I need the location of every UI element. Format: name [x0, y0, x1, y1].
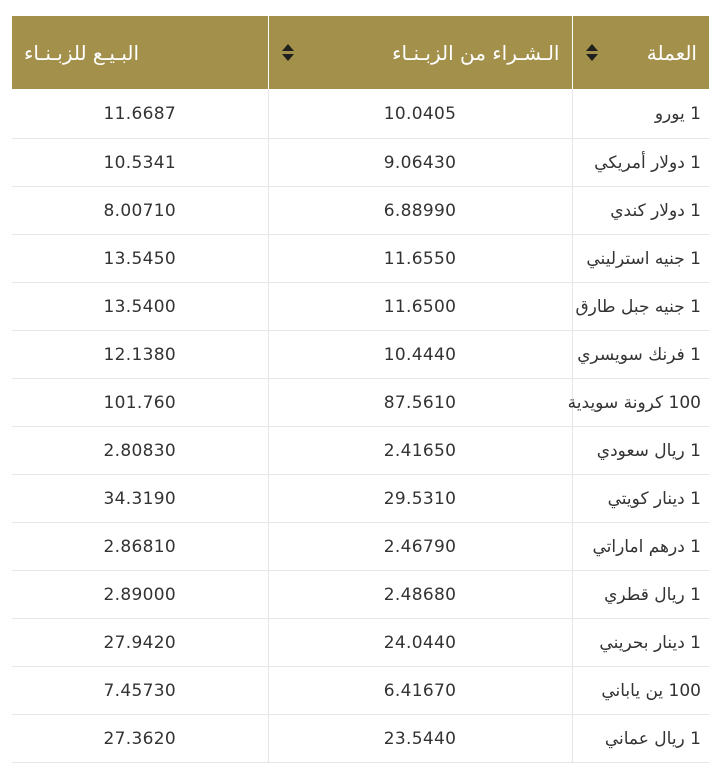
buy-rate-cell — [268, 427, 572, 475]
currency-cell: 1 يورو — [572, 89, 709, 139]
currency-cell: 100 كرونة سويدية — [572, 379, 709, 427]
currency-cell: 1 ريال قطري — [572, 571, 709, 619]
buy-rate-value: 9.06430 — [383, 152, 457, 173]
buy-rate-value: 2.41650 — [383, 440, 457, 461]
currency-cell: 1 دينار كويتي — [572, 475, 709, 523]
sell-rate-cell — [12, 427, 268, 475]
table-row — [12, 715, 709, 763]
sell-rate-value: 2.80830 — [103, 440, 176, 461]
buy-rate-value: 23.5440 — [383, 728, 457, 749]
sell-rate-value: 2.89000 — [103, 584, 176, 605]
buy-rate-value: 24.0440 — [383, 632, 457, 653]
sell-rate-value: 27.3620 — [103, 728, 176, 749]
buy-rate-value: 6.88990 — [383, 200, 457, 221]
sell-rate-value: 12.1380 — [103, 344, 176, 365]
buy-rate-value: 6.41670 — [383, 680, 457, 701]
currency-column-header[interactable] — [572, 16, 709, 89]
sell-rate-cell — [12, 139, 268, 187]
table-row — [12, 475, 709, 523]
table-row — [12, 235, 709, 283]
sell-rate-value: 10.5341 — [103, 152, 176, 173]
buy-rate-value: 10.0405 — [383, 103, 457, 124]
currency-cell: 1 فرنك سويسري — [572, 331, 709, 379]
buy-column-header[interactable] — [268, 16, 572, 89]
header-row — [12, 16, 709, 89]
sell-rate-cell — [12, 187, 268, 235]
currency-cell: 1 جنيه استرليني — [572, 235, 709, 283]
table-row — [12, 571, 709, 619]
sell-rate-cell — [12, 283, 268, 331]
sell-rate-value: 13.5450 — [103, 248, 176, 269]
sort-icon[interactable] — [585, 44, 599, 61]
table-row — [12, 619, 709, 667]
sell-rate-cell — [12, 235, 268, 283]
currency-cell: 1 ريال سعودي — [572, 427, 709, 475]
sell-rate-cell — [12, 89, 268, 139]
table-row — [12, 667, 709, 715]
sell-column-header[interactable] — [12, 16, 268, 89]
buy-rate-cell — [268, 89, 572, 139]
exchange-rates-table — [12, 16, 709, 763]
buy-rate-cell — [268, 475, 572, 523]
currency-cell: 1 درهم اماراتي — [572, 523, 709, 571]
table-row — [12, 139, 709, 187]
buy-rate-value: 11.6500 — [383, 296, 457, 317]
buy-rate-cell — [268, 283, 572, 331]
buy-rate-value: 11.6550 — [383, 248, 457, 269]
currency-cell: 100 ين ياباني — [572, 667, 709, 715]
buy-rate-cell — [268, 331, 572, 379]
currency-cell: 1 ريال عماني — [572, 715, 709, 763]
table-row — [12, 283, 709, 331]
sell-rate-value: 13.5400 — [103, 296, 176, 317]
sell-rate-value: 11.6687 — [103, 103, 176, 124]
table-row — [12, 187, 709, 235]
buy-header-label: الـشـراء من الزبـنـاء — [392, 40, 560, 65]
buy-rate-cell — [268, 235, 572, 283]
sell-rate-cell — [12, 379, 268, 427]
buy-rate-value: 2.46790 — [383, 536, 457, 557]
table-row — [12, 427, 709, 475]
currency-cell: 1 جنيه جبل طارق — [572, 283, 709, 331]
table-row — [12, 523, 709, 571]
sell-rate-value: 101.760 — [103, 392, 176, 413]
buy-rate-value: 10.4440 — [383, 344, 457, 365]
buy-rate-value: 29.5310 — [383, 488, 457, 509]
currency-cell: 1 دولار أمريكي — [572, 139, 709, 187]
sell-rate-cell — [12, 667, 268, 715]
sell-header-label: البـيـع للزبـنـاء — [24, 40, 140, 65]
buy-rate-cell — [268, 379, 572, 427]
table-header — [12, 16, 709, 89]
buy-rate-value: 87.5610 — [383, 392, 457, 413]
sell-rate-cell — [12, 331, 268, 379]
sell-rate-cell — [12, 475, 268, 523]
table-body — [12, 89, 709, 763]
sell-rate-cell — [12, 571, 268, 619]
sell-rate-value: 27.9420 — [103, 632, 176, 653]
buy-rate-cell — [268, 667, 572, 715]
buy-rate-cell — [268, 571, 572, 619]
table-row — [12, 379, 709, 427]
buy-rate-cell — [268, 619, 572, 667]
sell-rate-value: 8.00710 — [103, 200, 176, 221]
table-row — [12, 89, 709, 139]
table-row — [12, 331, 709, 379]
buy-rate-cell — [268, 139, 572, 187]
buy-rate-cell — [268, 715, 572, 763]
sort-icon[interactable] — [281, 44, 295, 61]
currency-header-label: العملة — [646, 40, 697, 65]
currency-cell: 1 دولار كندي — [572, 187, 709, 235]
currency-cell: 1 دينار بحريني — [572, 619, 709, 667]
sell-rate-value: 7.45730 — [103, 680, 176, 701]
buy-rate-cell — [268, 187, 572, 235]
sell-rate-value: 34.3190 — [103, 488, 176, 509]
sell-rate-value: 2.86810 — [103, 536, 176, 557]
sell-rate-cell — [12, 715, 268, 763]
buy-rate-value: 2.48680 — [383, 584, 457, 605]
buy-rate-cell — [268, 523, 572, 571]
sell-rate-cell — [12, 619, 268, 667]
sell-rate-cell — [12, 523, 268, 571]
